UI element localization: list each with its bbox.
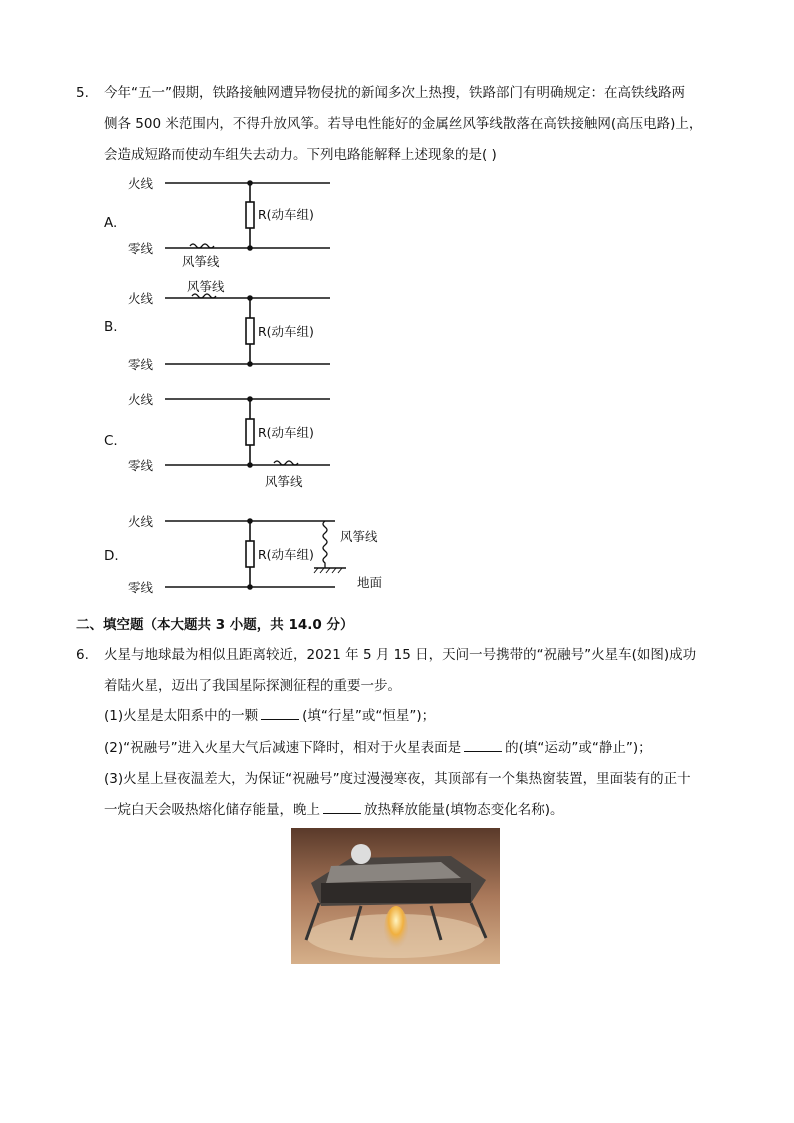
svg-text:风筝线: 风筝线 bbox=[187, 279, 225, 294]
answer-blank[interactable] bbox=[261, 707, 299, 720]
question-text: 会造成短路而使动车组失去动力。下列电路能解释上述现象的是( ) bbox=[104, 147, 497, 163]
circuit-d bbox=[128, 514, 382, 595]
text: (2)“祝融号”进入火星大气后减速下降时，相对于火星表面是 bbox=[104, 740, 462, 756]
mars-rover-photo bbox=[291, 828, 500, 964]
circuit-a bbox=[128, 176, 330, 269]
sub-question-1 bbox=[104, 707, 435, 725]
answer-blank[interactable] bbox=[323, 801, 361, 814]
question-number: 6. bbox=[76, 647, 89, 663]
question-text: 着陆火星，迈出了我国星际探测征程的重要一步。 bbox=[104, 678, 401, 694]
answer-blank[interactable] bbox=[464, 739, 502, 752]
svg-text:地面: 地面 bbox=[357, 575, 383, 590]
section-heading: 二、填空题（本大题共 3 小题，共 14.0 分） bbox=[76, 617, 354, 633]
question-text: 火星与地球最为相似且距离较近，2021 年 5 月 15 日，天问一号携带的“祝融号”火星车(如图)成功 bbox=[104, 647, 697, 663]
text: (1)火星是太阳系中的一颗 bbox=[104, 708, 259, 724]
text: (填“行星”或“恒星”)； bbox=[302, 708, 436, 724]
svg-text:零线: 零线 bbox=[128, 241, 154, 256]
svg-text:R(动车组): R(动车组) bbox=[258, 324, 314, 339]
svg-text:风筝线: 风筝线 bbox=[182, 254, 220, 269]
svg-text:风筝线: 风筝线 bbox=[265, 474, 303, 489]
svg-text:风筝线: 风筝线 bbox=[340, 529, 378, 544]
svg-text:火线: 火线 bbox=[128, 392, 154, 407]
sub-question-2 bbox=[104, 739, 652, 757]
text: 的(填“运动”或“静止”)； bbox=[505, 740, 652, 756]
sub-question-3-cont bbox=[104, 801, 564, 819]
sub-question-3: (3)火星上昼夜温差大，为保证“祝融号”度过漫漫寒夜，其顶部有一个集热窗装置，里面装有的正十 bbox=[104, 771, 691, 787]
svg-text:R(动车组): R(动车组) bbox=[258, 425, 314, 440]
svg-text:火线: 火线 bbox=[128, 514, 154, 529]
question-text: 今年“五一”假期，铁路接触网遭异物侵扰的新闻多次上热搜，铁路部门有明确规定：在高铁线路两 bbox=[104, 85, 685, 101]
text: 一烷白天会吸热熔化储存能量，晚上 bbox=[104, 802, 320, 818]
option-d-label: D. bbox=[104, 548, 119, 564]
circuit-b bbox=[128, 279, 330, 372]
svg-text:R(动车组): R(动车组) bbox=[258, 207, 314, 222]
text: 放热释放能量(填物态变化名称)。 bbox=[364, 802, 564, 818]
question-number: 5. bbox=[76, 85, 89, 101]
svg-text:零线: 零线 bbox=[128, 580, 154, 595]
option-b-label: B. bbox=[104, 319, 118, 335]
svg-text:零线: 零线 bbox=[128, 357, 154, 372]
svg-text:火线: 火线 bbox=[128, 291, 154, 306]
circuit-c bbox=[128, 392, 330, 489]
svg-text:火线: 火线 bbox=[128, 176, 154, 191]
question-text: 侧各 500 米范围内，不得升放风筝。若导电性能好的金属丝风筝线散落在高铁接触网(高压电路)上， bbox=[104, 116, 703, 132]
svg-text:零线: 零线 bbox=[128, 458, 154, 473]
option-c-label: C. bbox=[104, 433, 118, 449]
option-a-label: A. bbox=[104, 215, 118, 231]
svg-text:R(动车组): R(动车组) bbox=[258, 547, 314, 562]
